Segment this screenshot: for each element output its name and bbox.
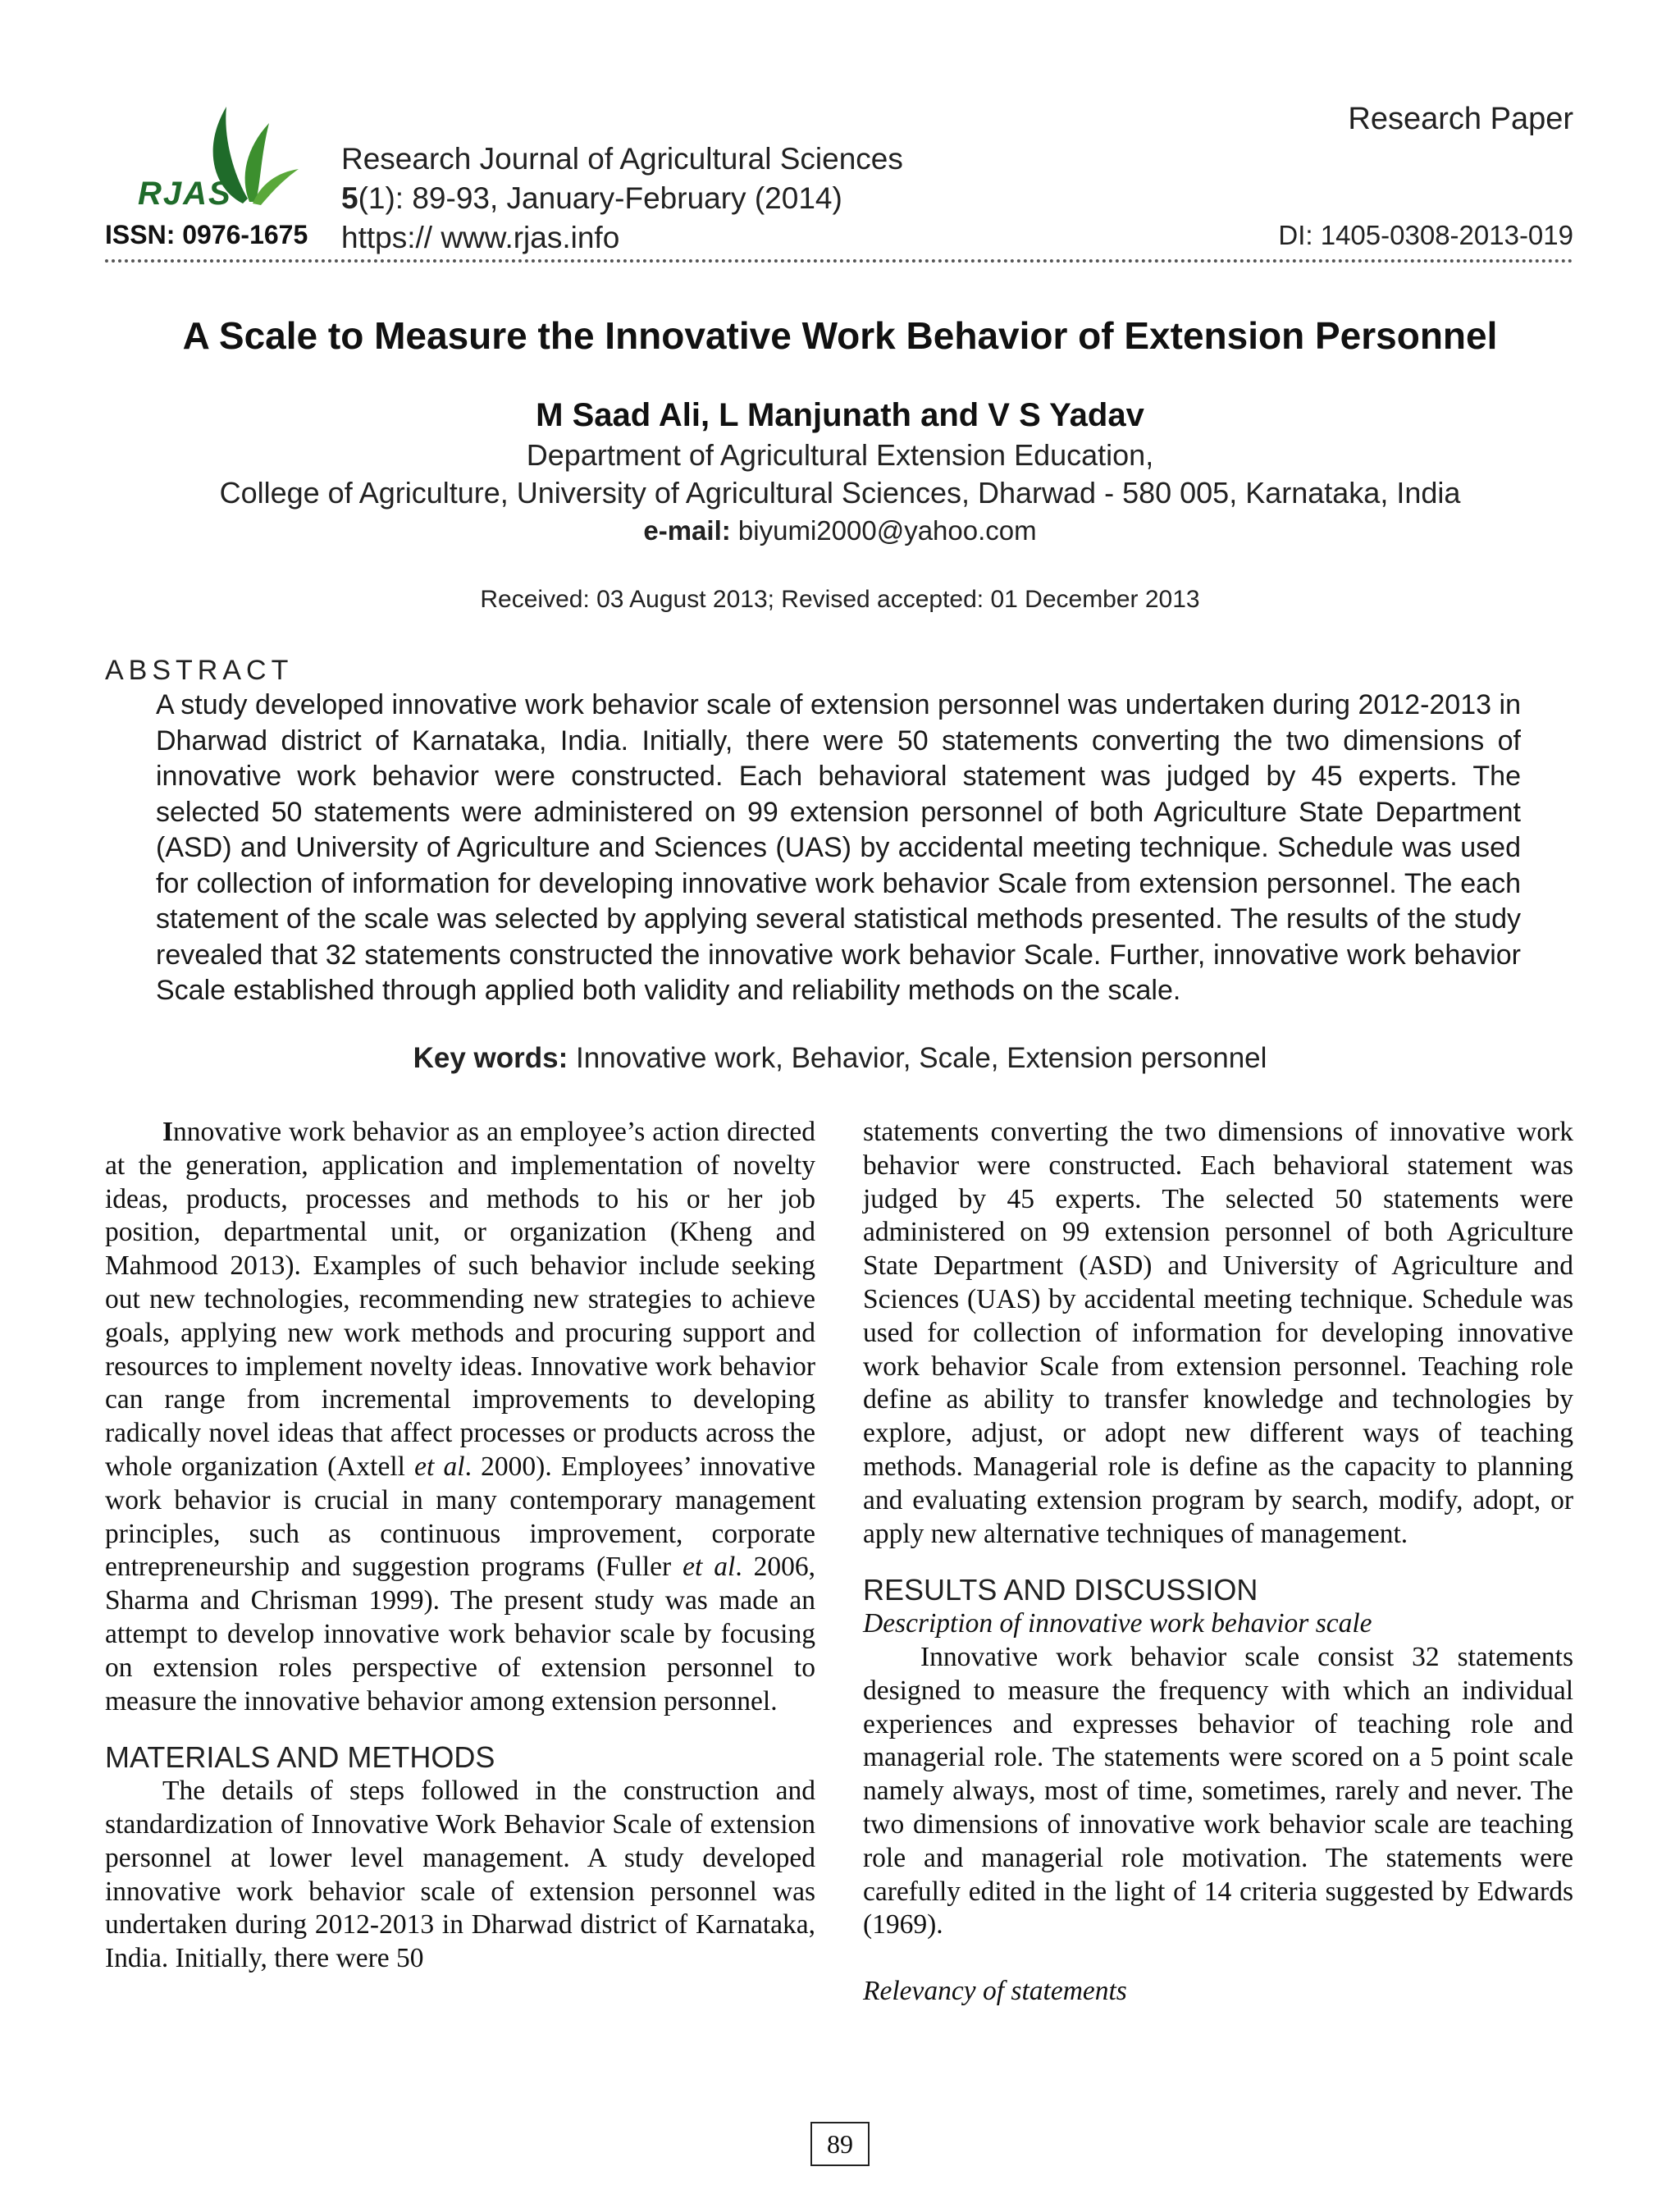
header-divider [105,259,1573,263]
logo-text: RJAS [138,176,232,212]
journal-name: Research Journal of Agricultural Sciences [341,142,903,176]
affiliation-department: Department of Agricultural Extension Education, [526,438,1154,472]
methods-paragraph: The details of steps followed in the construction and standardization of Innovative Work Behavior Scale of extension personnel at lower level management. A study developed innovative work behavior scale of extension personnel was undertaken during 2012-2013 in Dharwad district of Karnataka, India. Initially, there were 50 [105,1776,815,1974]
abstract-text: A study developed innovative work behavior scale of extension personnel was undertaken during 2012-2013 in Dharwad district of Karnataka, India. Initially, there were 50 statements converting the two dimensions of innovative work behavior were constructed. Each behavioral statement was judged by 45 experts. The selected 50 statements were administered on 99 extension personnel of both Agriculture State Department (ASD) and University of Agriculture and Sciences (UAS) by accidental meeting technique. Schedule was used for collection of information for developing innovative work behavior Scale from extension personnel. The each statement of the scale was selected by applying several statistical methods presented. The results of the study revealed that 32 statements constructed the innovative work behavior Scale. Further, innovative work behavior Scale established through applied both validity and reliability methods on the scale. [156,689,1521,1006]
methods-heading: MATERIALS AND METHODS [105,1740,495,1775]
received-dates: Received: 03 August 2013; Revised accepted: 01 December 2013 [480,586,1200,613]
relevancy-subheading: Relevancy of statements [863,1976,1127,2007]
email-address[interactable]: biyumi2000@yahoo.com [737,515,1037,546]
journal-info [341,139,903,258]
keywords-label: Key words: [413,1042,568,1074]
results-paragraph: Innovative work behavior scale consist 32 statements designed to measure the frequency with which an individual experiences and expresses behavior of teaching role and managerial role. The statements were scored on a 5 point scale namely always, most of time, sometimes, rarely and never. The two dimensions of innovative work behavior scale are teaching role and managerial role motivation. The statements were carefully edited in the light of 14 criteria suggested by Edwards (1969). [863,1641,1573,1940]
journal-url[interactable]: https:// www.rjas.info [341,221,620,254]
results-subheading: Description of innovative work behavior scale [863,1608,1372,1639]
body-column-left [105,1116,815,1976]
keywords-line [0,1042,1680,1075]
journal-volume: 5(1): 89-93, January-February (2014) [341,181,842,215]
issn-label: ISSN: 0976-1675 [105,220,308,249]
page-number: 89 [810,2122,870,2166]
keywords-text: Innovative work, Behavior, Scale, Extension personnel [575,1042,1267,1074]
doi-label: DI: 1405-0308-2013-019 [1278,220,1573,250]
paper-type-label: Research Paper [1348,102,1573,136]
body-column-right [863,1116,1573,2009]
abstract-heading: ABSTRACT [105,655,294,686]
paper-authors: M Saad Ali, L Manjunath and V S Yadav [536,397,1144,433]
email-label: e-mail: [643,515,731,546]
results-heading: RESULTS AND DISCUSSION [863,1573,1258,1607]
affiliation-college: College of Agriculture, University of Agricultural Sciences, Dharwad - 580 005, Karnataka, India [219,476,1461,510]
methods-continued-paragraph: statements converting the two dimensions of innovative work behavior were constructed. Each behavioral statement was judged by 45 experts. The selected 50 statements were administered on 99 extension personnel of both Agriculture State Department (ASD) and University of Agriculture and Sciences (UAS) by accidental meeting technique. Schedule was used for collection of information for developing innovative work behavior Scale from extension personnel. Teaching role define as ability to transfer knowledge and technologies by explore, adjust, or adopt new different ways of teaching methods. Managerial role is define as the capacity to planning and evaluating extension program by search, modify, adopt, or apply new alternative techniques of management. [863,1117,1573,1549]
paper-title: A Scale to Measure the Innovative Work Behavior of Extension Personnel [182,314,1498,357]
email-line [0,515,1680,546]
intro-paragraph: Innovative work behavior as an employee’s action directed at the generation, application and implementation of novelty ideas, products, processes and methods to his or her job position, departmental unit, or organization (Kheng and Mahmood 2013). Examples of such behavior include seeking out new technologies, recommending new strategies to achieve goals, applying new work methods and procuring support and resources to implement novelty ideas. Innovative work behavior can range from incremental improvements to developing radically novel ideas that affect processes or products across the whole organization (Axtell et al. 2000). Employees’ innovative work behavior is crucial in many contemporary management principles, such as continuous improvement, corporate entrepreneurship and suggestion programs (Fuller et al. 2006, Sharma and Chrisman 1999). The present study was made an attempt to develop innovative work behavior scale by focusing on extension roles perspective of extension personnel to measure the innovative behavior among extension personnel. [105,1117,816,1716]
